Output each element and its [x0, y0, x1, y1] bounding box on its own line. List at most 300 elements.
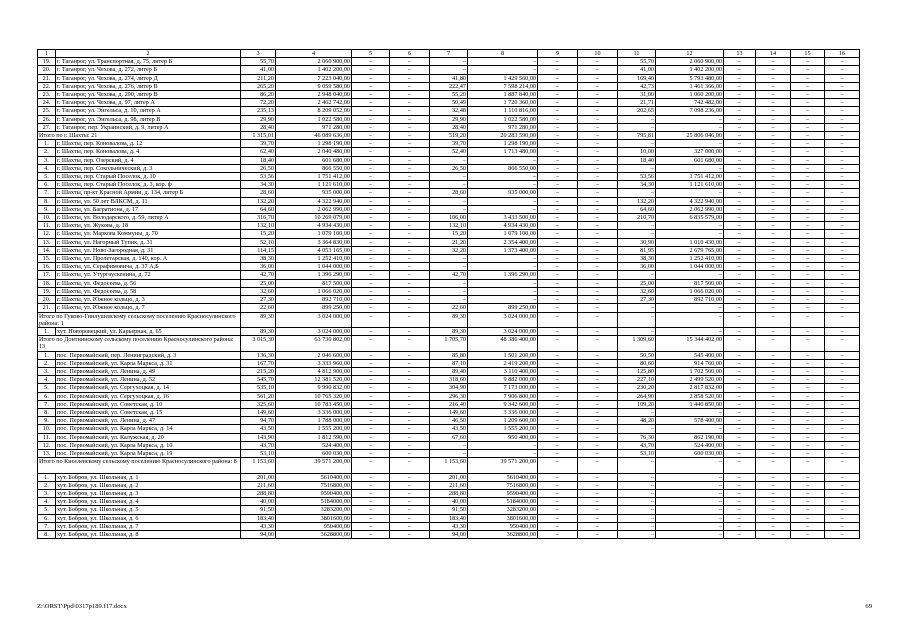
table-cell: –: [538, 263, 578, 271]
address-cell: г. Шахты, пер. Коновалова, д. 12: [56, 140, 241, 148]
table-cell: –: [352, 441, 390, 449]
table-cell: –: [538, 312, 578, 327]
table-cell: 29,90: [241, 115, 276, 123]
table-cell: –: [618, 271, 656, 279]
table-cell: –: [468, 279, 538, 287]
table-cell: –: [791, 132, 825, 140]
table-cell: –: [578, 498, 618, 506]
column-number-cell: 1: [38, 50, 56, 58]
table-cell: –: [724, 82, 756, 90]
table-cell: –: [825, 400, 860, 408]
table-cell: –: [825, 489, 860, 497]
table-cell: 10,00: [618, 148, 656, 156]
table-cell: 211,60: [430, 481, 468, 489]
table-cell: 3801600,00: [468, 514, 538, 522]
table-cell: –: [724, 392, 756, 400]
table-cell: –: [430, 263, 468, 271]
row-number-cell: 27.: [38, 123, 56, 131]
footer-file-path: Z:\ORST\Ppd\0317p189.f17.docx: [37, 603, 127, 610]
address-cell: г. Шахты, ул. 50 лет ВЛКСМ, д. 11: [56, 197, 241, 205]
table-cell: –: [578, 296, 618, 304]
table-cell: 94,70: [241, 417, 276, 425]
table-cell: –: [791, 181, 825, 189]
table-cell: –: [724, 173, 756, 181]
table-cell: –: [791, 271, 825, 279]
subtotal-row: [38, 312, 860, 327]
table-cell: –: [825, 408, 860, 416]
row-number-cell: 8.: [38, 408, 56, 416]
table-cell: –: [578, 408, 618, 416]
row-number-cell: 12.: [38, 441, 56, 449]
table-cell: –: [538, 181, 578, 189]
table-cell: 53,56: [618, 173, 656, 181]
table-cell: –: [352, 181, 390, 189]
table-cell: 109,20: [618, 400, 656, 408]
table-cell: 524 400,00: [656, 441, 724, 449]
table-cell: –: [390, 481, 430, 489]
table-cell: –: [390, 287, 430, 295]
table-row: [38, 376, 860, 384]
table-row: [38, 181, 860, 189]
table-cell: –: [791, 66, 825, 74]
table-cell: –: [756, 140, 791, 148]
table-cell: –: [791, 498, 825, 506]
table-cell: –: [756, 263, 791, 271]
table-cell: 132,20: [618, 197, 656, 205]
table-cell: –: [538, 425, 578, 433]
table-cell: 316,70: [241, 214, 276, 222]
table-cell: –: [756, 238, 791, 246]
table-row: [38, 189, 860, 197]
table-cell: 1 396 290,00: [468, 271, 538, 279]
table-cell: 3801600,00: [276, 514, 352, 522]
table-cell: 899 250,00: [276, 304, 352, 312]
table-cell: –: [791, 246, 825, 254]
table-row: [38, 115, 860, 123]
table-cell: –: [390, 132, 430, 140]
table-cell: –: [791, 263, 825, 271]
table-cell: –: [352, 189, 390, 197]
table-cell: –: [791, 189, 825, 197]
table-cell: 3 024 000,00: [468, 312, 538, 327]
table-cell: –: [352, 263, 390, 271]
address-cell: г. Шахты, пер. Озерский, д. 4: [56, 156, 241, 164]
table-cell: –: [352, 156, 390, 164]
table-row: [38, 222, 860, 230]
table-cell: 22,60: [241, 304, 276, 312]
subtotal-label: Итого по Киселевскому сельскому поселению Красносулинского района: 8: [38, 458, 241, 473]
table-cell: 39,70: [430, 140, 468, 148]
table-cell: 10 765 320,00: [276, 392, 352, 400]
address-cell: г. Таганрог, ул. Чехова, д. 276, литер В: [56, 82, 241, 90]
row-number-cell: 7.: [38, 189, 56, 197]
address-cell: г. Таганрог, ул. Чехова, д. 274, литер Д: [56, 74, 241, 82]
table-cell: 215,20: [241, 367, 276, 375]
table-cell: –: [756, 458, 791, 473]
table-cell: –: [430, 441, 468, 449]
table-cell: 950400,00: [276, 522, 352, 530]
table-cell: 43,50: [241, 425, 276, 433]
table-cell: –: [538, 376, 578, 384]
table-cell: –: [756, 304, 791, 312]
column-number-cell: 10: [578, 50, 618, 58]
row-number-cell: 21.: [38, 74, 56, 82]
table-cell: –: [578, 107, 618, 115]
table-cell: 1 153,60: [241, 458, 276, 473]
page-number: 69: [865, 603, 872, 610]
table-cell: –: [352, 230, 390, 238]
table-cell: –: [756, 514, 791, 522]
table-cell: 914 760,00: [656, 359, 724, 367]
table-cell: 132,20: [241, 197, 276, 205]
table-row: [38, 481, 860, 489]
table-cell: 38,30: [241, 255, 276, 263]
table-cell: –: [825, 359, 860, 367]
table-cell: 53,10: [241, 449, 276, 457]
table-cell: 3628800,00: [276, 530, 352, 538]
table-cell: –: [618, 473, 656, 481]
table-row: [38, 441, 860, 449]
table-cell: –: [538, 449, 578, 457]
row-number-cell: 2.: [38, 359, 56, 367]
table-cell: –: [656, 506, 724, 514]
table-cell: 25 806 046,00: [656, 132, 724, 140]
table-cell: 2 062 990,00: [656, 205, 724, 213]
table-cell: –: [791, 384, 825, 392]
table-cell: –: [756, 148, 791, 156]
table-cell: –: [791, 441, 825, 449]
table-cell: 288,80: [241, 489, 276, 497]
table-cell: –: [538, 115, 578, 123]
table-cell: 3 024 000,00: [276, 327, 352, 335]
table-cell: 89,30: [241, 312, 276, 327]
table-cell: –: [538, 107, 578, 115]
address-cell: г. Таганрог, ул. Энгельса, д. 10, литер А: [56, 107, 241, 115]
address-cell: г. Таганрог, ул. Энгельса, д. 98, литер В: [56, 115, 241, 123]
address-cell: г. Шахты, пер. Старый Поселок, д. 3, кор. ф: [56, 181, 241, 189]
table-cell: –: [825, 197, 860, 205]
table-cell: –: [352, 458, 390, 473]
table-cell: –: [825, 473, 860, 481]
address-cell: пос. Первомайский, ул. Ленина, д. 52: [56, 376, 241, 384]
table-cell: –: [352, 449, 390, 457]
table-cell: –: [756, 107, 791, 115]
table-row: [38, 392, 860, 400]
table-cell: –: [724, 140, 756, 148]
address-cell: хут. Новоровецкий, ул. Карьерная, д. 65: [56, 327, 241, 335]
table-cell: –: [390, 263, 430, 271]
table-cell: –: [538, 327, 578, 335]
table-cell: –: [538, 58, 578, 66]
table-cell: –: [618, 304, 656, 312]
table-cell: –: [825, 530, 860, 538]
table-cell: 1 121 610,00: [656, 181, 724, 189]
table-cell: –: [538, 384, 578, 392]
table-cell: 1 209 600,00: [468, 417, 538, 425]
address-cell: г. Шахты, ул. Южное кольцо, д. 3: [56, 296, 241, 304]
table-cell: 3 024 000,00: [468, 327, 538, 335]
table-cell: 34,30: [618, 181, 656, 189]
table-cell: 10 783 450,00: [276, 400, 352, 408]
table-cell: 5184000,00: [468, 498, 538, 506]
table-cell: 1 788 000,00: [276, 417, 352, 425]
table-cell: 67,60: [430, 433, 468, 441]
table-cell: –: [538, 392, 578, 400]
table-cell: –: [825, 255, 860, 263]
table-row: [38, 156, 860, 164]
table-row: [38, 205, 860, 213]
row-number-cell: 20.: [38, 66, 56, 74]
row-number-cell: 24.: [38, 99, 56, 107]
table-cell: 318,60: [430, 376, 468, 384]
table-cell: –: [656, 123, 724, 131]
table-cell: –: [618, 489, 656, 497]
table-cell: –: [724, 255, 756, 263]
table-cell: –: [578, 287, 618, 295]
table-cell: –: [352, 58, 390, 66]
table-cell: –: [756, 271, 791, 279]
address-cell: хут. Бобров, ул. Школьная, д. 4: [56, 498, 241, 506]
address-cell: хут. Бобров, ул. Школьная, д. 2: [56, 481, 241, 489]
table-cell: 25,00: [618, 279, 656, 287]
table-cell: –: [791, 312, 825, 327]
table-cell: –: [390, 123, 430, 131]
table-cell: 4 322 940,00: [656, 197, 724, 205]
table-cell: –: [468, 287, 538, 295]
table-cell: –: [791, 230, 825, 238]
table-cell: –: [352, 408, 390, 416]
row-number-cell: 3.: [38, 489, 56, 497]
table-cell: –: [352, 255, 390, 263]
table-cell: –: [578, 530, 618, 538]
table-cell: –: [538, 514, 578, 522]
row-number-cell: 19.: [38, 58, 56, 66]
table-cell: –: [724, 449, 756, 457]
table-cell: 28,40: [241, 123, 276, 131]
table-cell: –: [352, 433, 390, 441]
table-cell: –: [390, 181, 430, 189]
row-number-cell: 15.: [38, 255, 56, 263]
row-number-cell: 12.: [38, 230, 56, 238]
address-cell: г. Шахты, ул. Южное кольцо, д. 7: [56, 304, 241, 312]
table-cell: –: [724, 408, 756, 416]
table-cell: 41,00: [241, 66, 276, 74]
table-cell: 230,20: [618, 384, 656, 392]
table-cell: –: [390, 473, 430, 481]
table-cell: –: [791, 367, 825, 375]
table-cell: –: [724, 400, 756, 408]
table-cell: 89,30: [430, 327, 468, 335]
table-cell: –: [390, 189, 430, 197]
table-cell: –: [352, 514, 390, 522]
table-cell: –: [656, 481, 724, 489]
table-cell: 50,49: [430, 99, 468, 107]
table-cell: –: [724, 181, 756, 189]
table-cell: –: [578, 140, 618, 148]
table-cell: –: [352, 115, 390, 123]
table-cell: –: [352, 296, 390, 304]
table-cell: –: [724, 148, 756, 156]
table-cell: 53,56: [241, 173, 276, 181]
table-cell: –: [578, 351, 618, 359]
table-cell: –: [724, 238, 756, 246]
table-cell: –: [618, 230, 656, 238]
table-cell: –: [791, 376, 825, 384]
table-cell: –: [724, 230, 756, 238]
table-cell: 36,00: [241, 263, 276, 271]
table-cell: 1 315,01: [241, 132, 276, 140]
table-cell: –: [825, 384, 860, 392]
table-cell: 327 000,00: [656, 148, 724, 156]
table-cell: 132,10: [241, 222, 276, 230]
address-cell: г. Таганрог, ул. Транспортная, д. 75, литер Б: [56, 58, 241, 66]
table-cell: –: [656, 115, 724, 123]
table-cell: –: [618, 140, 656, 148]
table-row: [38, 255, 860, 263]
table-cell: 211,60: [241, 481, 276, 489]
table-row: [38, 164, 860, 172]
table-cell: 72,20: [241, 99, 276, 107]
table-cell: –: [724, 189, 756, 197]
table-cell: –: [756, 433, 791, 441]
table-cell: –: [724, 530, 756, 538]
table-row: [38, 271, 860, 279]
table-cell: –: [618, 189, 656, 197]
table-cell: –: [538, 473, 578, 481]
table-cell: –: [352, 489, 390, 497]
row-number-cell: 26.: [38, 115, 56, 123]
table-cell: –: [390, 156, 430, 164]
table-cell: –: [578, 384, 618, 392]
row-number-cell: 3.: [38, 156, 56, 164]
table-cell: –: [825, 287, 860, 295]
row-number-cell: 4.: [38, 498, 56, 506]
table-cell: 2 499 520,00: [656, 376, 724, 384]
table-cell: 545 400,00: [656, 351, 724, 359]
table-cell: –: [791, 197, 825, 205]
table-cell: 63 730 802,00: [276, 336, 352, 351]
table-cell: 1 812 590,00: [276, 433, 352, 441]
table-cell: 48 386 400,00: [468, 336, 538, 351]
table-cell: –: [825, 263, 860, 271]
subtotal-row: [38, 336, 860, 351]
table-cell: 38,30: [618, 255, 656, 263]
table-cell: –: [578, 181, 618, 189]
table-cell: –: [578, 91, 618, 99]
table-cell: –: [791, 91, 825, 99]
table-cell: –: [538, 164, 578, 172]
table-cell: –: [352, 417, 390, 425]
table-cell: 31,00: [618, 91, 656, 99]
table-cell: –: [468, 205, 538, 213]
table-cell: –: [825, 279, 860, 287]
table-cell: –: [538, 530, 578, 538]
row-number-cell: 13.: [38, 238, 56, 246]
table-cell: –: [756, 246, 791, 254]
table-cell: –: [825, 417, 860, 425]
row-number-cell: 1.: [38, 351, 56, 359]
table-cell: –: [825, 222, 860, 230]
table-cell: –: [578, 246, 618, 254]
table-cell: –: [578, 336, 618, 351]
table-cell: –: [825, 336, 860, 351]
column-number-cell: 15: [791, 50, 825, 58]
table-cell: 235,13: [241, 107, 276, 115]
table-cell: –: [656, 425, 724, 433]
table-cell: –: [390, 359, 430, 367]
table-cell: –: [825, 514, 860, 522]
table-cell: –: [756, 156, 791, 164]
table-cell: –: [538, 214, 578, 222]
table-cell: 7 598 214,00: [468, 82, 538, 90]
table-cell: 18,40: [241, 156, 276, 164]
table-row: [38, 449, 860, 457]
row-number-cell: 4.: [38, 164, 56, 172]
table-row: [38, 351, 860, 359]
row-number-cell: 6.: [38, 181, 56, 189]
table-cell: –: [656, 408, 724, 416]
table-cell: –: [390, 458, 430, 473]
table-cell: –: [756, 473, 791, 481]
table-cell: –: [578, 164, 618, 172]
table-cell: 50,50: [618, 351, 656, 359]
table-cell: –: [825, 392, 860, 400]
table-cell: 211,20: [241, 74, 276, 82]
table-cell: –: [825, 425, 860, 433]
table-cell: –: [390, 197, 430, 205]
table-cell: –: [430, 156, 468, 164]
table-cell: 1 060 200,00: [656, 91, 724, 99]
table-cell: 80,60: [618, 359, 656, 367]
column-number-cell: 5: [352, 50, 390, 58]
table-cell: –: [791, 82, 825, 90]
table-cell: –: [825, 173, 860, 181]
table-cell: 222,47: [430, 82, 468, 90]
table-cell: 2 419 200,00: [468, 359, 538, 367]
table-cell: –: [724, 498, 756, 506]
table-cell: 87,10: [430, 359, 468, 367]
table-cell: 48,20: [618, 417, 656, 425]
table-cell: 43,30: [241, 522, 276, 530]
column-number-cell: 13: [724, 50, 756, 58]
table-cell: 264,90: [618, 392, 656, 400]
table-cell: –: [756, 449, 791, 457]
table-cell: –: [538, 271, 578, 279]
table-cell: –: [656, 230, 724, 238]
table-row: [38, 384, 860, 392]
address-cell: хут. Бобров, ул. Школьная, д. 3: [56, 489, 241, 497]
table-cell: 43,70: [241, 441, 276, 449]
table-cell: –: [352, 481, 390, 489]
table-cell: –: [538, 367, 578, 375]
table-cell: –: [578, 392, 618, 400]
table-cell: –: [756, 481, 791, 489]
table-cell: –: [430, 205, 468, 213]
table-cell: –: [724, 279, 756, 287]
table-row: [38, 82, 860, 90]
column-number-cell: 9: [538, 50, 578, 58]
table-cell: 1 440 850,00: [656, 400, 724, 408]
table-cell: –: [430, 287, 468, 295]
table-cell: 2 046 600,00: [276, 351, 352, 359]
table-row: [38, 425, 860, 433]
row-number-cell: 2.: [38, 148, 56, 156]
address-cell: г. Шахты, ул. Жукова, д. 18: [56, 222, 241, 230]
table-cell: 600 030,00: [276, 449, 352, 457]
table-cell: –: [468, 449, 538, 457]
column-number-cell: 11: [618, 50, 656, 58]
table-cell: 52,40: [430, 148, 468, 156]
